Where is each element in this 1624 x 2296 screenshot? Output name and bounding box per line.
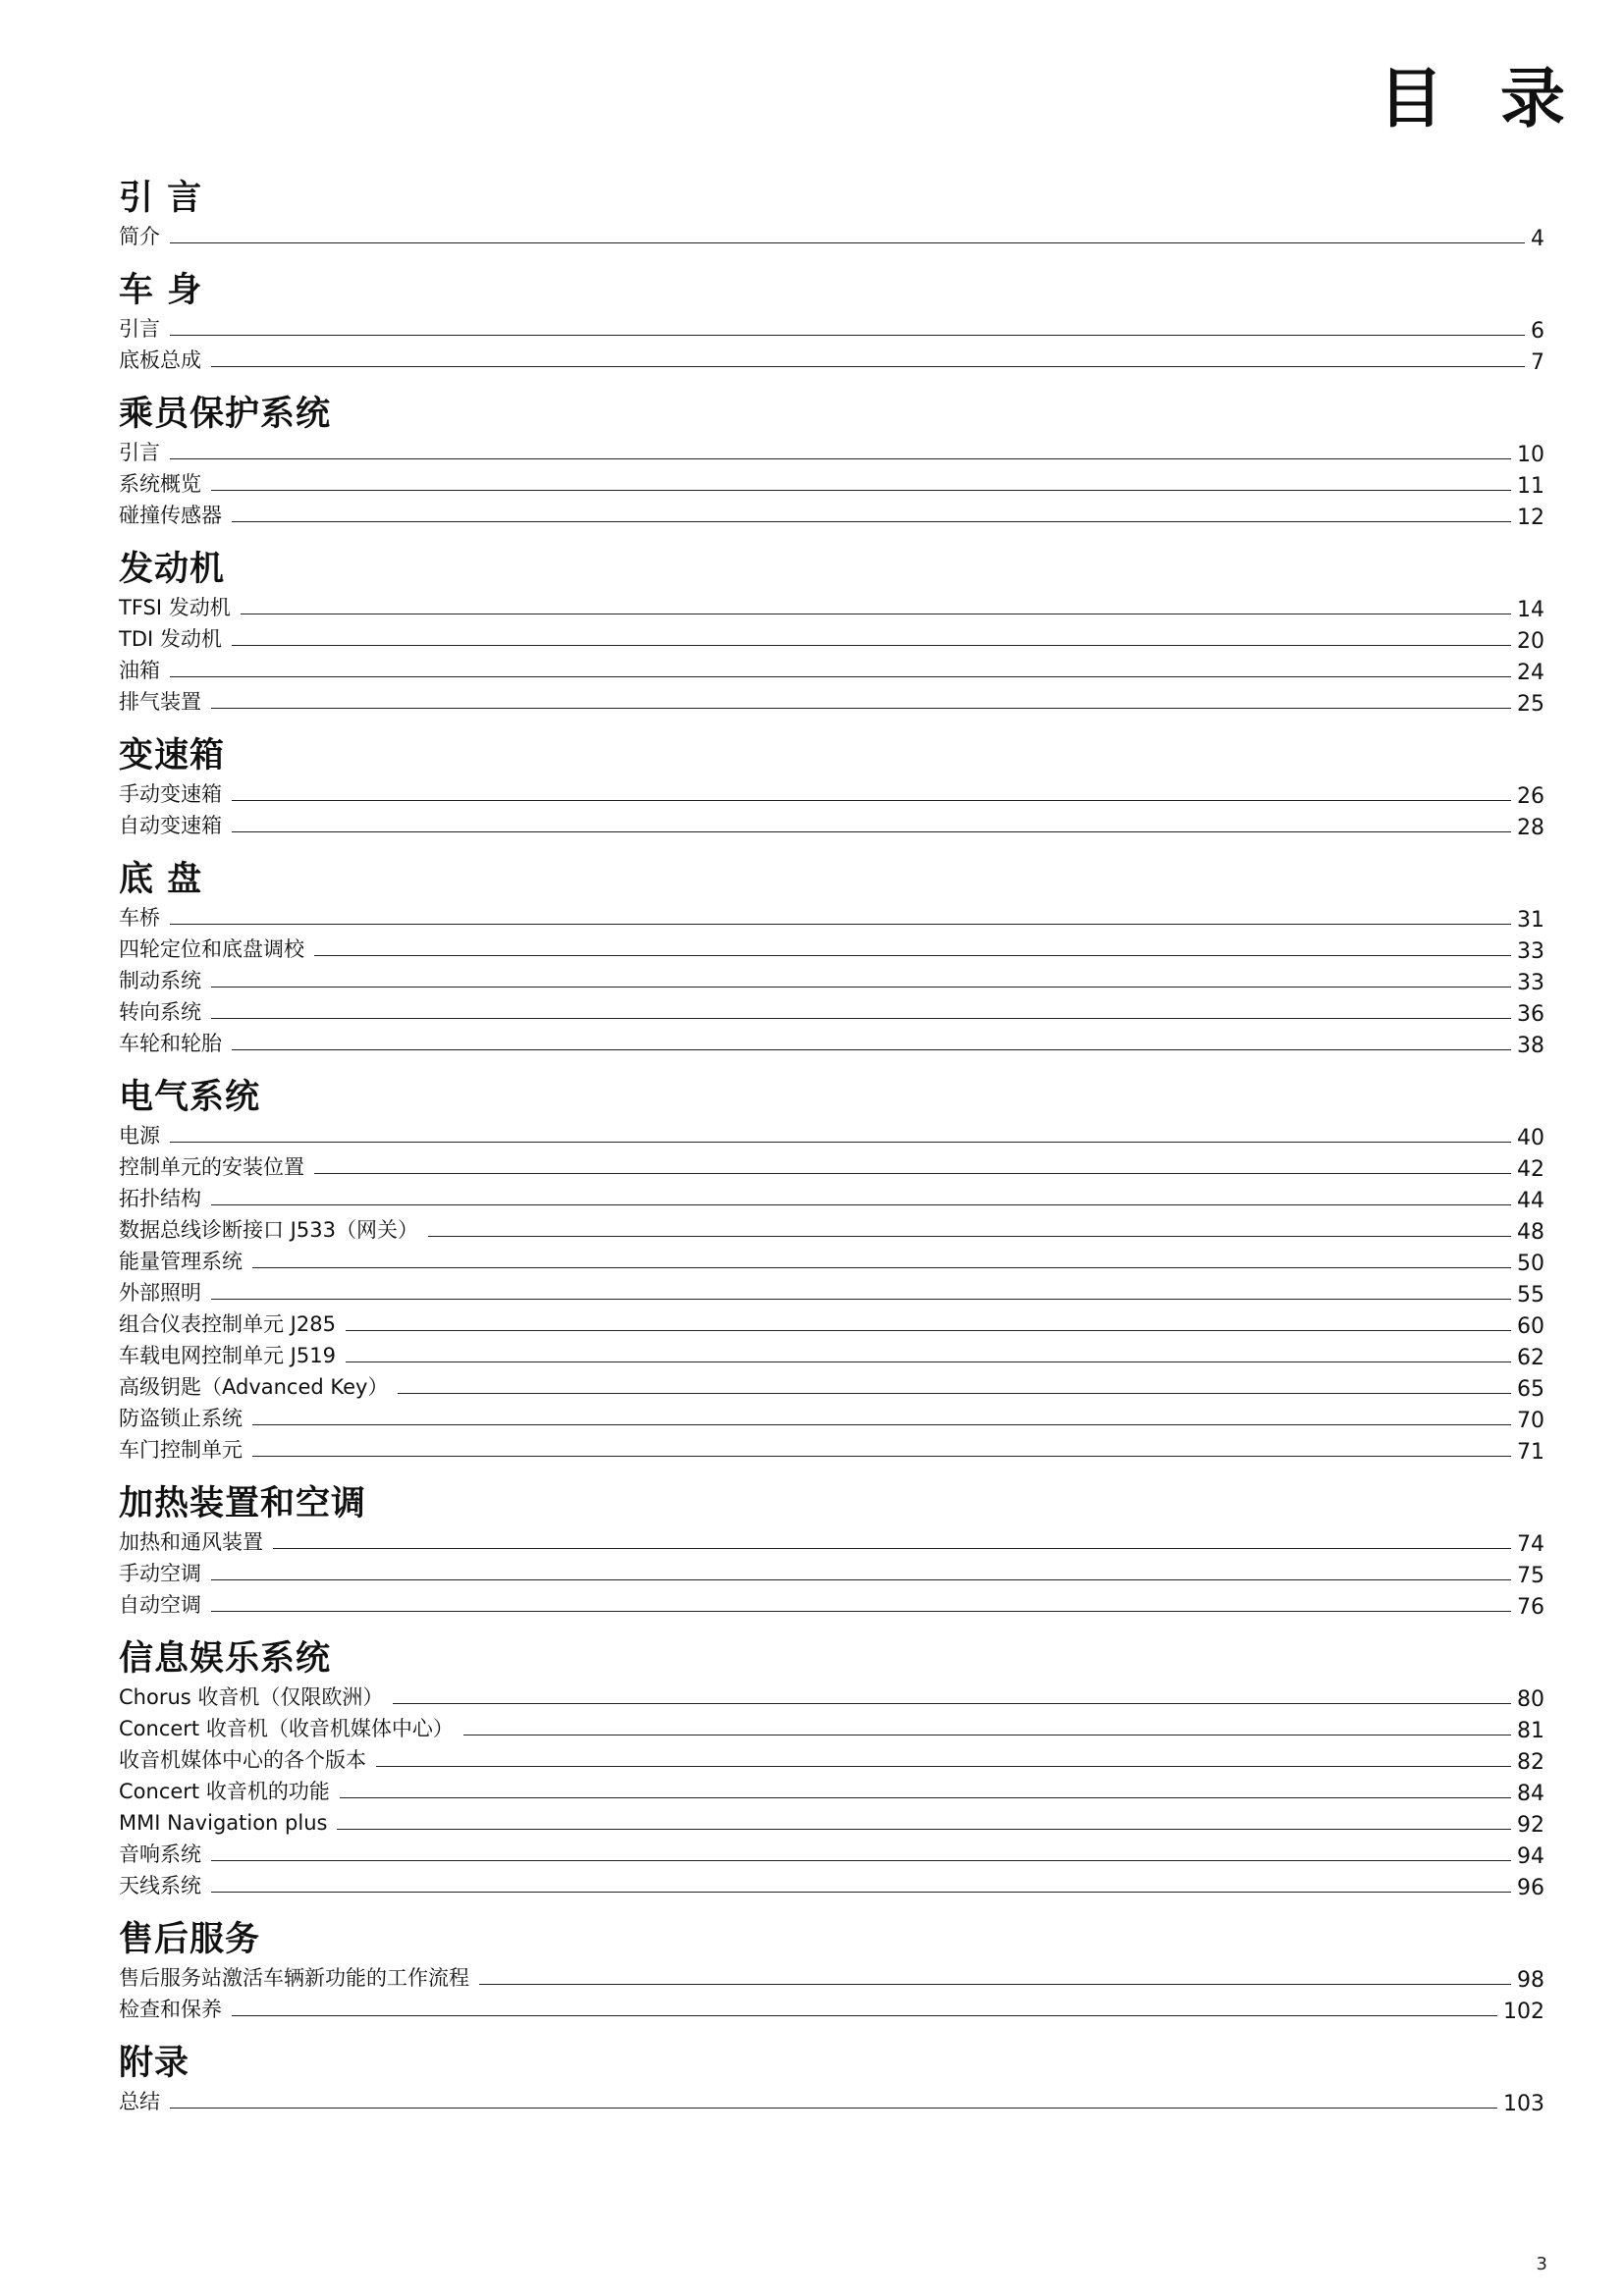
entry-page-number: 102 [1503, 2000, 1544, 2024]
entry-label: 防盗锁止系统 [119, 1407, 243, 1430]
leader-line [211, 490, 1511, 491]
toc-entry[interactable] [119, 312, 1544, 344]
leader-line [252, 1424, 1511, 1425]
entry-label: 制动系统 [119, 969, 201, 992]
entry-label: 底板总成 [119, 348, 201, 372]
toc-entry[interactable] [119, 995, 1544, 1027]
entry-label: 简介 [119, 225, 160, 248]
leader-line [211, 1892, 1511, 1893]
leader-line [232, 521, 1511, 522]
toc-section [119, 1918, 1544, 2024]
leader-line [314, 955, 1511, 956]
leader-line [232, 645, 1511, 646]
entry-page-number: 33 [1517, 971, 1544, 995]
leader-line [376, 1766, 1511, 1767]
entry-page-number: 62 [1517, 1346, 1544, 1370]
toc-entry[interactable] [119, 1402, 1544, 1433]
section-title: 车 身 [119, 271, 203, 310]
entry-page-number: 4 [1531, 227, 1544, 251]
toc-section [119, 393, 1544, 530]
entry-label: 引言 [119, 317, 160, 341]
leader-line [393, 1703, 1511, 1704]
toc-entry[interactable] [119, 622, 1544, 654]
toc-entry[interactable] [119, 1775, 1544, 1806]
entry-page-number: 55 [1517, 1283, 1544, 1308]
entry-label: 电源 [119, 1124, 160, 1148]
entry-page-number: 65 [1517, 1377, 1544, 1402]
leader-line [211, 1299, 1511, 1300]
entry-label: 车桥 [119, 906, 160, 930]
toc-entry[interactable] [119, 964, 1544, 995]
leader-line [211, 366, 1525, 367]
section-title: 底 盘 [119, 860, 203, 899]
toc-entry[interactable] [119, 1370, 1544, 1402]
entry-page-number: 94 [1517, 1844, 1544, 1869]
entry-label: 检查和保养 [119, 1998, 222, 2021]
entry-page-number: 103 [1503, 2092, 1544, 2116]
entry-page-number: 75 [1517, 1564, 1544, 1588]
entry-label: 车载电网控制单元 J519 [119, 1344, 336, 1367]
toc-entry[interactable] [119, 1869, 1544, 1900]
toc-section [119, 1637, 1544, 1900]
leader-line [398, 1393, 1511, 1394]
entry-page-number: 28 [1517, 816, 1544, 840]
toc-entry[interactable] [119, 1150, 1544, 1182]
entry-page-number: 84 [1517, 1782, 1544, 1806]
entry-label: 控制单元的安装位置 [119, 1155, 304, 1179]
toc-entry[interactable] [119, 1213, 1544, 1245]
toc-entry[interactable] [119, 1027, 1544, 1058]
toc-section [119, 1482, 1544, 1620]
entry-label: TFSI 发动机 [119, 596, 231, 619]
leader-line [314, 1173, 1511, 1174]
entry-page-number: 26 [1517, 784, 1544, 809]
section-title: 乘员保护系统 [119, 395, 332, 434]
toc-entry[interactable] [119, 1681, 1544, 1712]
entry-page-number: 12 [1517, 506, 1544, 530]
toc-section [119, 269, 1544, 375]
entry-label: 外部照明 [119, 1281, 201, 1305]
leader-line [211, 1860, 1511, 1861]
entry-page-number: 80 [1517, 1687, 1544, 1712]
leader-line [211, 987, 1511, 988]
entry-label: 手动变速箱 [119, 782, 222, 806]
entry-label: 排气装置 [119, 690, 201, 714]
toc-entry[interactable] [119, 591, 1544, 622]
leader-line [232, 800, 1511, 801]
entry-page-number: 20 [1517, 629, 1544, 654]
leader-line [232, 1049, 1511, 1050]
entry-label: 自动变速箱 [119, 814, 222, 837]
entry-page-number: 48 [1517, 1220, 1544, 1245]
toc-section [119, 548, 1544, 717]
toc-entry[interactable] [119, 1119, 1544, 1150]
entry-page-number: 33 [1517, 939, 1544, 964]
toc-entry[interactable] [119, 933, 1544, 964]
entry-label: 自动空调 [119, 1593, 201, 1617]
entry-page-number: 36 [1517, 1002, 1544, 1027]
entry-page-number: 74 [1517, 1532, 1544, 1557]
entry-label: 加热和通风装置 [119, 1530, 263, 1554]
leader-line [479, 1984, 1511, 1985]
entry-label: Chorus 收音机（仅限欧洲） [119, 1685, 384, 1709]
entry-label: 数据总线诊断接口 J533（网关） [119, 1218, 418, 1242]
toc-section [119, 858, 1544, 1058]
section-title: 引 言 [119, 179, 203, 218]
toc-entry[interactable] [119, 1993, 1544, 2024]
entry-page-number: 11 [1517, 474, 1544, 499]
leader-line [211, 1579, 1511, 1580]
entry-label: Concert 收音机（收音机媒体中心） [119, 1717, 454, 1740]
toc-entry[interactable] [119, 1525, 1544, 1557]
entry-label: 引言 [119, 441, 160, 464]
toc-entry[interactable] [119, 809, 1544, 840]
entry-label: 四轮定位和底盘调校 [119, 937, 304, 961]
leader-line [170, 242, 1525, 243]
leader-line [170, 1142, 1511, 1143]
leader-line [170, 458, 1511, 459]
toc-entry[interactable] [119, 436, 1544, 467]
entry-label: 售后服务站激活车辆新功能的工作流程 [119, 1966, 469, 1990]
section-title: 加热装置和空调 [119, 1484, 367, 1523]
leader-line [170, 335, 1525, 336]
section-title: 信息娱乐系统 [119, 1639, 332, 1679]
entry-label: 总结 [119, 2090, 160, 2113]
entry-label: 组合仪表控制单元 J285 [119, 1312, 336, 1336]
toc-entry[interactable] [119, 1806, 1544, 1838]
toc-entry[interactable] [119, 467, 1544, 499]
entry-page-number: 71 [1517, 1440, 1544, 1465]
toc-entry[interactable] [119, 1339, 1544, 1370]
entry-page-number: 82 [1517, 1750, 1544, 1775]
toc-entry[interactable] [119, 1838, 1544, 1869]
entry-label: 音响系统 [119, 1842, 201, 1866]
leader-line [252, 1267, 1511, 1268]
toc-section [119, 177, 1544, 251]
entry-label: 高级钥匙（Advanced Key） [119, 1375, 389, 1399]
leader-line [346, 1330, 1511, 1331]
entry-label: MMI Navigation plus [119, 1811, 328, 1835]
toc-entry[interactable] [119, 2085, 1544, 2116]
entry-page-number: 70 [1517, 1409, 1544, 1433]
entry-page-number: 24 [1517, 661, 1544, 685]
entry-label: 车轮和轮胎 [119, 1032, 222, 1055]
toc-entry[interactable] [119, 1433, 1544, 1465]
entry-page-number: 6 [1531, 319, 1544, 344]
section-title: 附录 [119, 2044, 190, 2083]
toc-section [119, 1076, 1544, 1465]
leader-line [170, 676, 1511, 677]
section-title: 电气系统 [119, 1078, 261, 1117]
leader-line [211, 1611, 1511, 1612]
entry-page-number: 7 [1531, 350, 1544, 375]
toc-entry[interactable] [119, 220, 1544, 251]
entry-page-number: 31 [1517, 908, 1544, 933]
toc-entry[interactable] [119, 1308, 1544, 1339]
toc-entry[interactable] [119, 1712, 1544, 1743]
toc-entry[interactable] [119, 344, 1544, 375]
toc-entry[interactable] [119, 654, 1544, 685]
leader-line [337, 1829, 1511, 1830]
toc-entry[interactable] [119, 1557, 1544, 1588]
entry-label: 天线系统 [119, 1874, 201, 1897]
toc-entry[interactable] [119, 685, 1544, 717]
toc-entry[interactable] [119, 1588, 1544, 1620]
entry-label: 油箱 [119, 659, 160, 682]
leader-line [211, 708, 1511, 709]
table-of-contents [119, 177, 1544, 2134]
entry-page-number: 96 [1517, 1876, 1544, 1900]
leader-line [273, 1548, 1511, 1549]
leader-line [232, 831, 1511, 832]
leader-line [428, 1236, 1511, 1237]
entry-page-number: 25 [1517, 692, 1544, 717]
section-title: 变速箱 [119, 736, 226, 775]
entry-page-number: 50 [1517, 1252, 1544, 1276]
entry-page-number: 44 [1517, 1189, 1544, 1213]
leader-line [211, 1204, 1511, 1205]
toc-section [119, 2042, 1544, 2116]
entry-label: 能量管理系统 [119, 1250, 243, 1273]
leader-line [232, 2015, 1497, 2016]
toc-entry[interactable] [119, 1245, 1544, 1276]
entry-label: TDI 发动机 [119, 627, 222, 651]
leader-line [170, 2108, 1497, 2109]
toc-entry[interactable] [119, 1961, 1544, 1993]
entry-page-number: 42 [1517, 1157, 1544, 1182]
entry-page-number: 92 [1517, 1813, 1544, 1838]
entry-page-number: 10 [1517, 443, 1544, 467]
entry-page-number: 81 [1517, 1719, 1544, 1743]
section-title: 售后服务 [119, 1920, 261, 1959]
leader-line [252, 1456, 1511, 1457]
entry-page-number: 38 [1517, 1034, 1544, 1058]
leader-line [340, 1797, 1511, 1798]
toc-section [119, 734, 1544, 840]
entry-label: 手动空调 [119, 1562, 201, 1585]
section-title: 发动机 [119, 550, 226, 589]
entry-page-number: 14 [1517, 598, 1544, 622]
entry-label: 转向系统 [119, 1000, 201, 1024]
entry-label: 拓扑结构 [119, 1187, 201, 1210]
toc-entry[interactable] [119, 777, 1544, 809]
entry-label: 车门控制单元 [119, 1438, 243, 1462]
entry-page-number: 76 [1517, 1595, 1544, 1620]
entry-label: 碰撞传感器 [119, 504, 222, 527]
toc-entry[interactable] [119, 1182, 1544, 1213]
leader-line [211, 1018, 1511, 1019]
page-title: 目录 [1379, 61, 1622, 136]
entry-page-number: 98 [1517, 1968, 1544, 1993]
footer-page-number: 3 [1536, 2254, 1547, 2274]
toc-entry[interactable] [119, 1276, 1544, 1308]
entry-label: 收音机媒体中心的各个版本 [119, 1748, 366, 1772]
toc-entry[interactable] [119, 499, 1544, 530]
entry-page-number: 40 [1517, 1126, 1544, 1150]
entry-label: 系统概览 [119, 472, 201, 496]
toc-entry[interactable] [119, 1743, 1544, 1775]
entry-page-number: 60 [1517, 1314, 1544, 1339]
toc-entry[interactable] [119, 901, 1544, 933]
leader-line [170, 924, 1511, 925]
entry-label: Concert 收音机的功能 [119, 1780, 330, 1803]
